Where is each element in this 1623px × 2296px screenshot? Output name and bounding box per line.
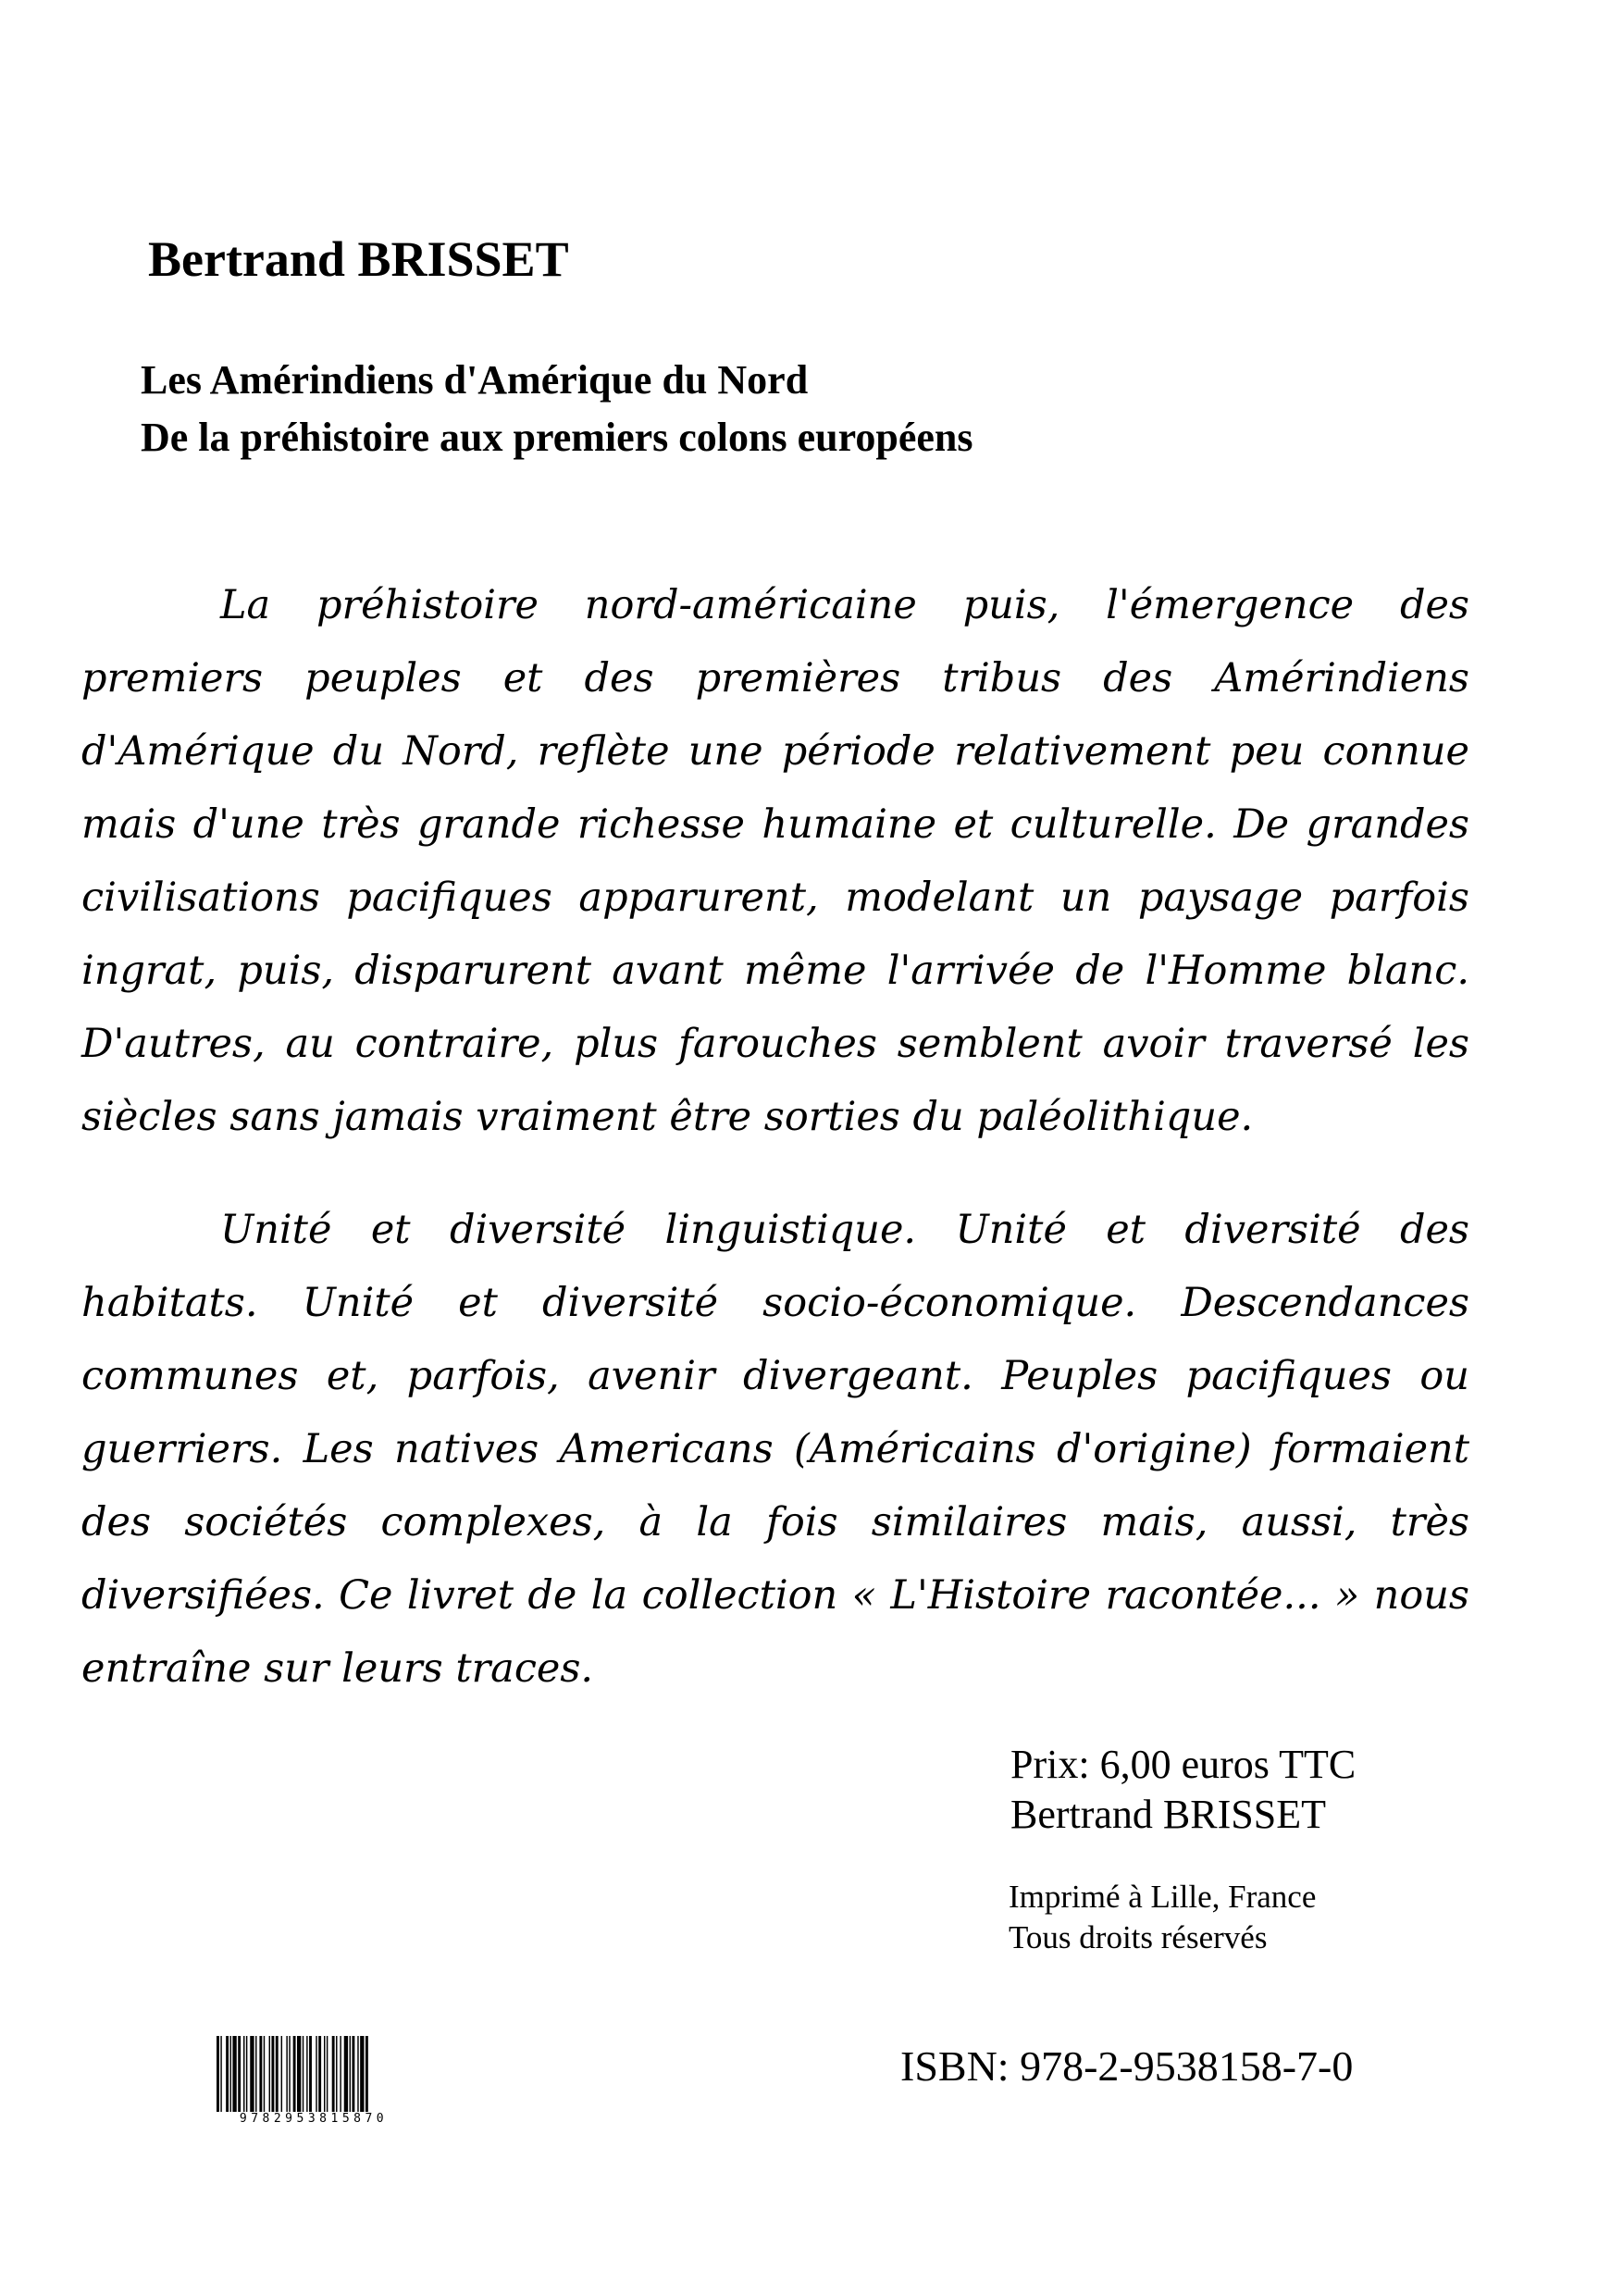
barcode-bar bbox=[286, 2036, 287, 2114]
barcode-bar bbox=[306, 2036, 307, 2114]
barcode-bar bbox=[250, 2036, 254, 2114]
barcode-bar bbox=[360, 2036, 364, 2114]
barcode-bar bbox=[220, 2036, 221, 2114]
barcode-bar bbox=[289, 2036, 290, 2114]
barcode-bar bbox=[340, 2036, 341, 2114]
barcode-bar bbox=[352, 2036, 354, 2114]
barcode-bar bbox=[324, 2036, 325, 2114]
barcode-bar bbox=[271, 2036, 274, 2114]
blurb-paragraph-2: Unité et diversité linguistique. Unité et diversité des habitats. Unité et diversité socio-économique. Descendances communes et, parfois, avenir divergeant. Peuples pacifiques ou guerriers. Les natives Americans (Américains d'origine) formaient des sociétés complexes, à la fois similaires mais, aussi, très diversifiées. Ce livret de la collection « L'Histoire racontée... » nous entraîne sur leurs traces. bbox=[81, 1207, 1469, 1692]
barcode-bar bbox=[226, 2036, 229, 2114]
price-line: Prix: 6,00 euros TTC bbox=[1010, 1742, 1357, 1787]
barcode-bar bbox=[238, 2036, 241, 2114]
barcode-bar bbox=[327, 2036, 328, 2114]
title-line-1: Les Amérindiens d'Amérique du Nord bbox=[141, 357, 809, 403]
isbn: ISBN: 978-2-9538158-7-0 bbox=[900, 2042, 1354, 2090]
barcode-bar bbox=[344, 2036, 348, 2114]
printing-info bbox=[1009, 1877, 1316, 1958]
barcode-bar bbox=[246, 2036, 247, 2114]
barcode-bar bbox=[365, 2036, 368, 2114]
barcode-bar bbox=[303, 2036, 304, 2114]
barcode bbox=[215, 2036, 413, 2128]
barcode-bar bbox=[217, 2036, 219, 2114]
barcode-bar bbox=[230, 2036, 231, 2114]
author-name: Bertrand BRISSET bbox=[148, 231, 569, 287]
barcode-bar bbox=[269, 2036, 270, 2114]
print-location: Imprimé à Lille, France bbox=[1009, 1879, 1317, 1915]
blurb-paragraph-1: La préhistoire nord-américaine puis, l'émergence des premiers peuples et des premières tribus des Amérindiens d'Amérique du Nord, reflète une période relativement peu connue mais d'une très grande richesse humaine et culturelle. De grandes civilisations pacifiques apparurent, modelant un paysage parfois ingrat, puis, disparurent avant même l'arrivée de l'Homme blanc. D'autres, au contraire, plus farouches semblent avoir traversé les siècles sans jamais vraiment être sorties du paléolithique. bbox=[81, 582, 1469, 1140]
publisher-name: Bertrand BRISSET bbox=[1010, 1792, 1326, 1837]
barcode-bar bbox=[232, 2036, 236, 2114]
barcode-bar bbox=[243, 2036, 244, 2114]
barcode-bar bbox=[255, 2036, 256, 2114]
barcode-bar bbox=[350, 2036, 351, 2114]
barcode-bars bbox=[215, 2036, 413, 2114]
barcode-bar bbox=[281, 2036, 282, 2114]
barcode-bar bbox=[264, 2036, 265, 2114]
barcode-bar bbox=[276, 2036, 279, 2114]
barcode-bar bbox=[332, 2036, 335, 2114]
barcode-bar bbox=[259, 2036, 262, 2114]
barcode-bar bbox=[297, 2036, 301, 2114]
barcode-digits: 9782953815870 bbox=[215, 2112, 413, 2127]
book-title bbox=[141, 352, 973, 466]
barcode-bar bbox=[336, 2036, 337, 2114]
price-block bbox=[1010, 1740, 1356, 1840]
barcode-bar bbox=[309, 2036, 312, 2114]
barcode-bar bbox=[293, 2036, 296, 2114]
barcode-bar bbox=[357, 2036, 358, 2114]
rights-notice: Tous droits réservés bbox=[1009, 1919, 1268, 1955]
title-line-2: De la préhistoire aux premiers colons européens bbox=[141, 415, 973, 460]
barcode-bar bbox=[318, 2036, 321, 2114]
